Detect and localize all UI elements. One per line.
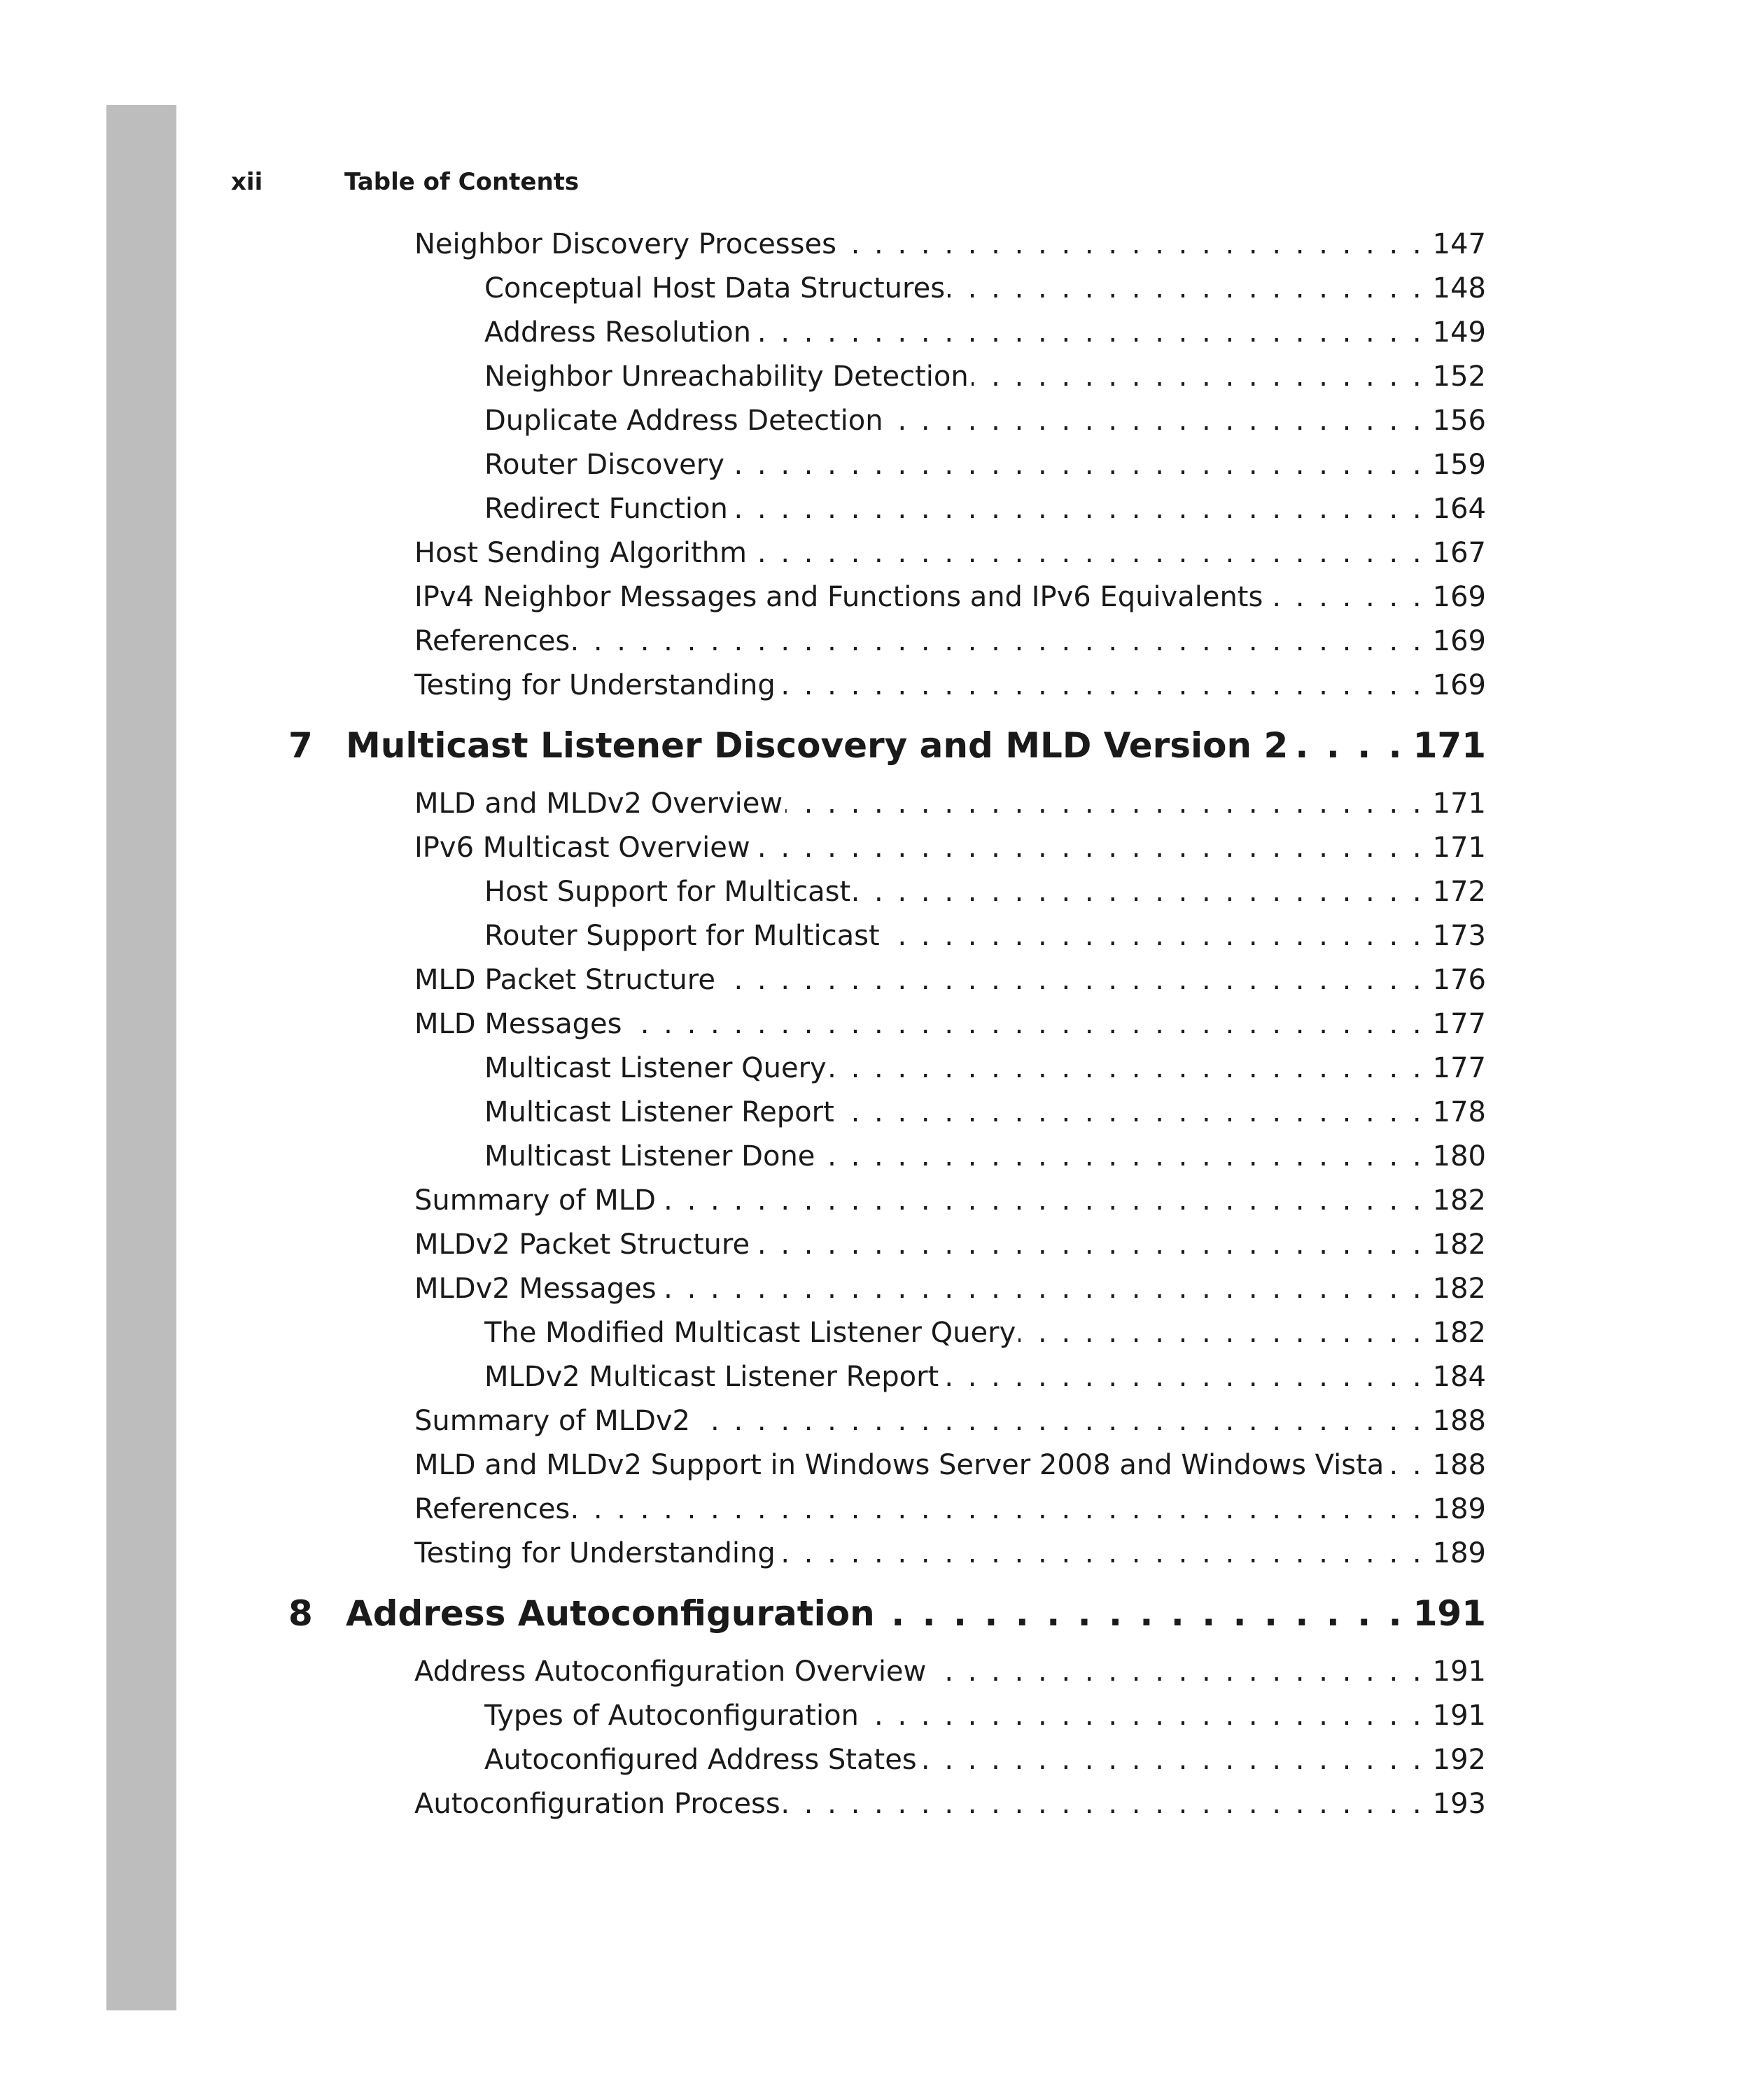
toc-entry-page: 173 [1432, 920, 1486, 952]
dot-leader [624, 1008, 1424, 1040]
toc-entry-page: 182 [1432, 1273, 1486, 1305]
toc-entry-title: References [414, 1493, 570, 1525]
dot-leader [839, 228, 1424, 260]
toc-entry-page: 192 [1432, 1744, 1486, 1776]
toc-entry[interactable] [414, 1449, 1486, 1481]
toc-entry-title: Address Resolution [484, 316, 752, 349]
toc-entry[interactable] [484, 405, 1486, 437]
toc-entry-title: IPv6 Multicast Overview [414, 832, 750, 864]
dot-leader [929, 1656, 1424, 1688]
toc-entry-page: 176 [1432, 964, 1486, 996]
chapter-title: Address Autoconfiguration [346, 1593, 875, 1634]
toc-entry[interactable] [414, 1228, 1486, 1261]
toc-entry[interactable] [484, 1317, 1486, 1349]
toc-entry[interactable] [414, 964, 1486, 996]
dot-leader [948, 272, 1424, 304]
toc-entry-page: 177 [1432, 1052, 1486, 1084]
toc-entry[interactable] [414, 669, 1486, 701]
toc-entry-title: MLD and MLDv2 Overview [414, 788, 783, 820]
toc-entry-page: 169 [1432, 669, 1486, 701]
toc-entry-title: Multicast Listener Report [484, 1096, 834, 1128]
toc-entry-page: 147 [1432, 228, 1486, 260]
toc-entry[interactable] [484, 316, 1486, 349]
dot-leader [731, 493, 1424, 525]
toc-entry[interactable] [484, 1361, 1486, 1393]
dot-leader [829, 1052, 1424, 1084]
toc-entry-page: 167 [1432, 537, 1486, 569]
toc-entry-title: Autoconfigured Address States [484, 1744, 917, 1776]
toc-entry-title: MLD Messages [414, 1008, 622, 1040]
toc-entry-title: Testing for Understanding [414, 669, 776, 701]
toc-entry-page: 169 [1432, 625, 1486, 657]
toc-entry-page: 182 [1432, 1317, 1486, 1349]
toc-entry-title: Redirect Function [484, 493, 728, 525]
toc-entry-page: 188 [1432, 1449, 1486, 1481]
toc-entry[interactable] [484, 1700, 1486, 1732]
chapter-page: 171 [1413, 725, 1486, 766]
dot-leader [659, 1184, 1424, 1217]
toc-entry-title: Router Discovery [484, 449, 724, 481]
toc-entry-title: Host Support for Multicast [484, 876, 851, 908]
toc-entry[interactable] [484, 493, 1486, 525]
toc-entry-page: 172 [1432, 876, 1486, 908]
toc-entry-page: 156 [1432, 405, 1486, 437]
toc-entry-page: 191 [1432, 1656, 1486, 1688]
dot-leader [573, 1493, 1424, 1525]
toc-entry[interactable] [414, 1008, 1486, 1040]
dot-leader [693, 1405, 1424, 1437]
dot-leader [1018, 1317, 1424, 1349]
toc-entry[interactable] [414, 1788, 1486, 1820]
dot-leader [862, 1700, 1424, 1732]
toc-entry-page: 189 [1432, 1493, 1486, 1525]
toc-entry-page: 169 [1432, 581, 1486, 613]
toc-entry-page: 171 [1432, 788, 1486, 820]
dot-leader [754, 316, 1424, 349]
dot-leader [659, 1273, 1424, 1305]
dot-leader [853, 876, 1424, 908]
toc-entry[interactable] [414, 1656, 1486, 1688]
toc-entry-page: 180 [1432, 1140, 1486, 1172]
chapter-number: 7 [288, 725, 313, 766]
toc-entry-title: Summary of MLD [414, 1184, 656, 1217]
toc-entry[interactable] [414, 581, 1486, 613]
toc-entry[interactable] [414, 1405, 1486, 1437]
chapter-title: Multicast Listener Discovery and MLD Version 2 [346, 725, 1289, 766]
toc-entry[interactable] [414, 1273, 1486, 1305]
toc-entry-title: Conceptual Host Data Structures [484, 272, 946, 304]
toc-entry[interactable] [414, 1184, 1486, 1217]
dot-leader [818, 1140, 1424, 1172]
dot-leader [837, 1096, 1424, 1128]
page-number: xii [231, 168, 263, 196]
toc-entry-title: Summary of MLDv2 [414, 1405, 691, 1437]
dot-leader [753, 832, 1424, 864]
chapter-page: 191 [1413, 1593, 1486, 1634]
toc-entry-title: Multicast Listener Done [484, 1140, 815, 1172]
toc-entry-page: 177 [1432, 1008, 1486, 1040]
dot-leader [883, 920, 1424, 952]
toc-entry[interactable] [414, 1493, 1486, 1525]
toc-entry-title: References [414, 625, 570, 657]
toc-entry-page: 193 [1432, 1788, 1486, 1820]
dot-leader [750, 537, 1424, 569]
toc-entry[interactable] [414, 788, 1486, 820]
toc-entry-title: Neighbor Discovery Processes [414, 228, 836, 260]
toc-entry-title: Multicast Listener Query [484, 1052, 827, 1084]
toc-entry-title: MLDv2 Multicast Listener Report [484, 1361, 939, 1393]
dot-leader [886, 405, 1424, 437]
dot-leader [785, 788, 1424, 820]
toc-entry-title: Testing for Understanding [414, 1537, 776, 1569]
toc-entry[interactable] [414, 832, 1486, 864]
toc-entry-page: 171 [1432, 832, 1486, 864]
toc-entry-title: The Modified Multicast Listener Query [484, 1317, 1016, 1349]
chapter-number: 8 [288, 1593, 313, 1634]
toc-entry-page: 148 [1432, 272, 1486, 304]
toc-entry-title: MLD Packet Structure [414, 964, 715, 996]
dot-leader [752, 1228, 1424, 1261]
toc-chapter[interactable] [288, 1593, 1486, 1634]
toc-entry[interactable] [484, 449, 1486, 481]
toc-entry-page: 189 [1432, 1537, 1486, 1569]
toc-entry-page: 159 [1432, 449, 1486, 481]
toc-entry-page: 164 [1432, 493, 1486, 525]
toc-entry-title: Router Support for Multicast [484, 920, 880, 952]
running-head-title: Table of Contents [344, 168, 580, 196]
dot-leader [783, 1788, 1424, 1820]
toc-entry-page: 178 [1432, 1096, 1486, 1128]
dot-leader [1291, 725, 1404, 766]
toc-entry-title: MLDv2 Messages [414, 1273, 657, 1305]
toc-entry[interactable] [414, 625, 1486, 657]
toc-entry[interactable] [414, 228, 1486, 260]
toc-entry-page: 149 [1432, 316, 1486, 349]
toc-entry-page: 152 [1432, 360, 1486, 393]
toc-entry[interactable] [484, 272, 1486, 304]
toc-entry[interactable] [484, 1096, 1486, 1128]
toc-entry-title: Duplicate Address Detection [484, 405, 883, 437]
dot-leader [573, 625, 1424, 657]
toc-entry[interactable] [484, 1052, 1486, 1084]
dot-leader [1266, 581, 1424, 613]
toc-entry-title: IPv4 Neighbor Messages and Functions and IPv6 Equivalents [414, 581, 1263, 613]
toc-entry[interactable] [414, 537, 1486, 569]
toc-chapter[interactable] [288, 725, 1486, 766]
dot-leader [778, 669, 1424, 701]
toc-entry[interactable] [484, 876, 1486, 908]
toc-entry-title: Neighbor Unreachability Detection [484, 360, 969, 393]
toc-entry-page: 188 [1432, 1405, 1486, 1437]
toc-entry-title: Types of Autoconfiguration [484, 1700, 859, 1732]
toc-entry-title: Address Autoconfiguration Overview [414, 1656, 927, 1688]
toc-entry-title: Host Sending Algorithm [414, 537, 747, 569]
dot-leader [972, 360, 1424, 393]
dot-leader [920, 1744, 1424, 1776]
toc-entry-page: 184 [1432, 1361, 1486, 1393]
toc-entry-page: 182 [1432, 1228, 1486, 1261]
toc-entry-title: MLD and MLDv2 Support in Windows Server 2008 and Windows Vista [414, 1449, 1385, 1481]
toc-entry[interactable] [414, 1537, 1486, 1569]
toc-entry[interactable] [484, 1140, 1486, 1172]
toc-entry-page: 191 [1432, 1700, 1486, 1732]
toc-entry[interactable] [484, 1744, 1486, 1776]
toc-entry[interactable] [484, 920, 1486, 952]
toc-entry[interactable] [484, 360, 1486, 393]
dot-leader [1387, 1449, 1424, 1481]
dot-leader [941, 1361, 1424, 1393]
toc-entry-title: Autoconfiguration Process [414, 1788, 780, 1820]
dot-leader [778, 1537, 1424, 1569]
toc-entry-page: 182 [1432, 1184, 1486, 1217]
dot-leader [718, 964, 1424, 996]
dot-leader [878, 1593, 1405, 1634]
dot-leader [727, 449, 1424, 481]
toc-entry-title: MLDv2 Packet Structure [414, 1228, 750, 1261]
